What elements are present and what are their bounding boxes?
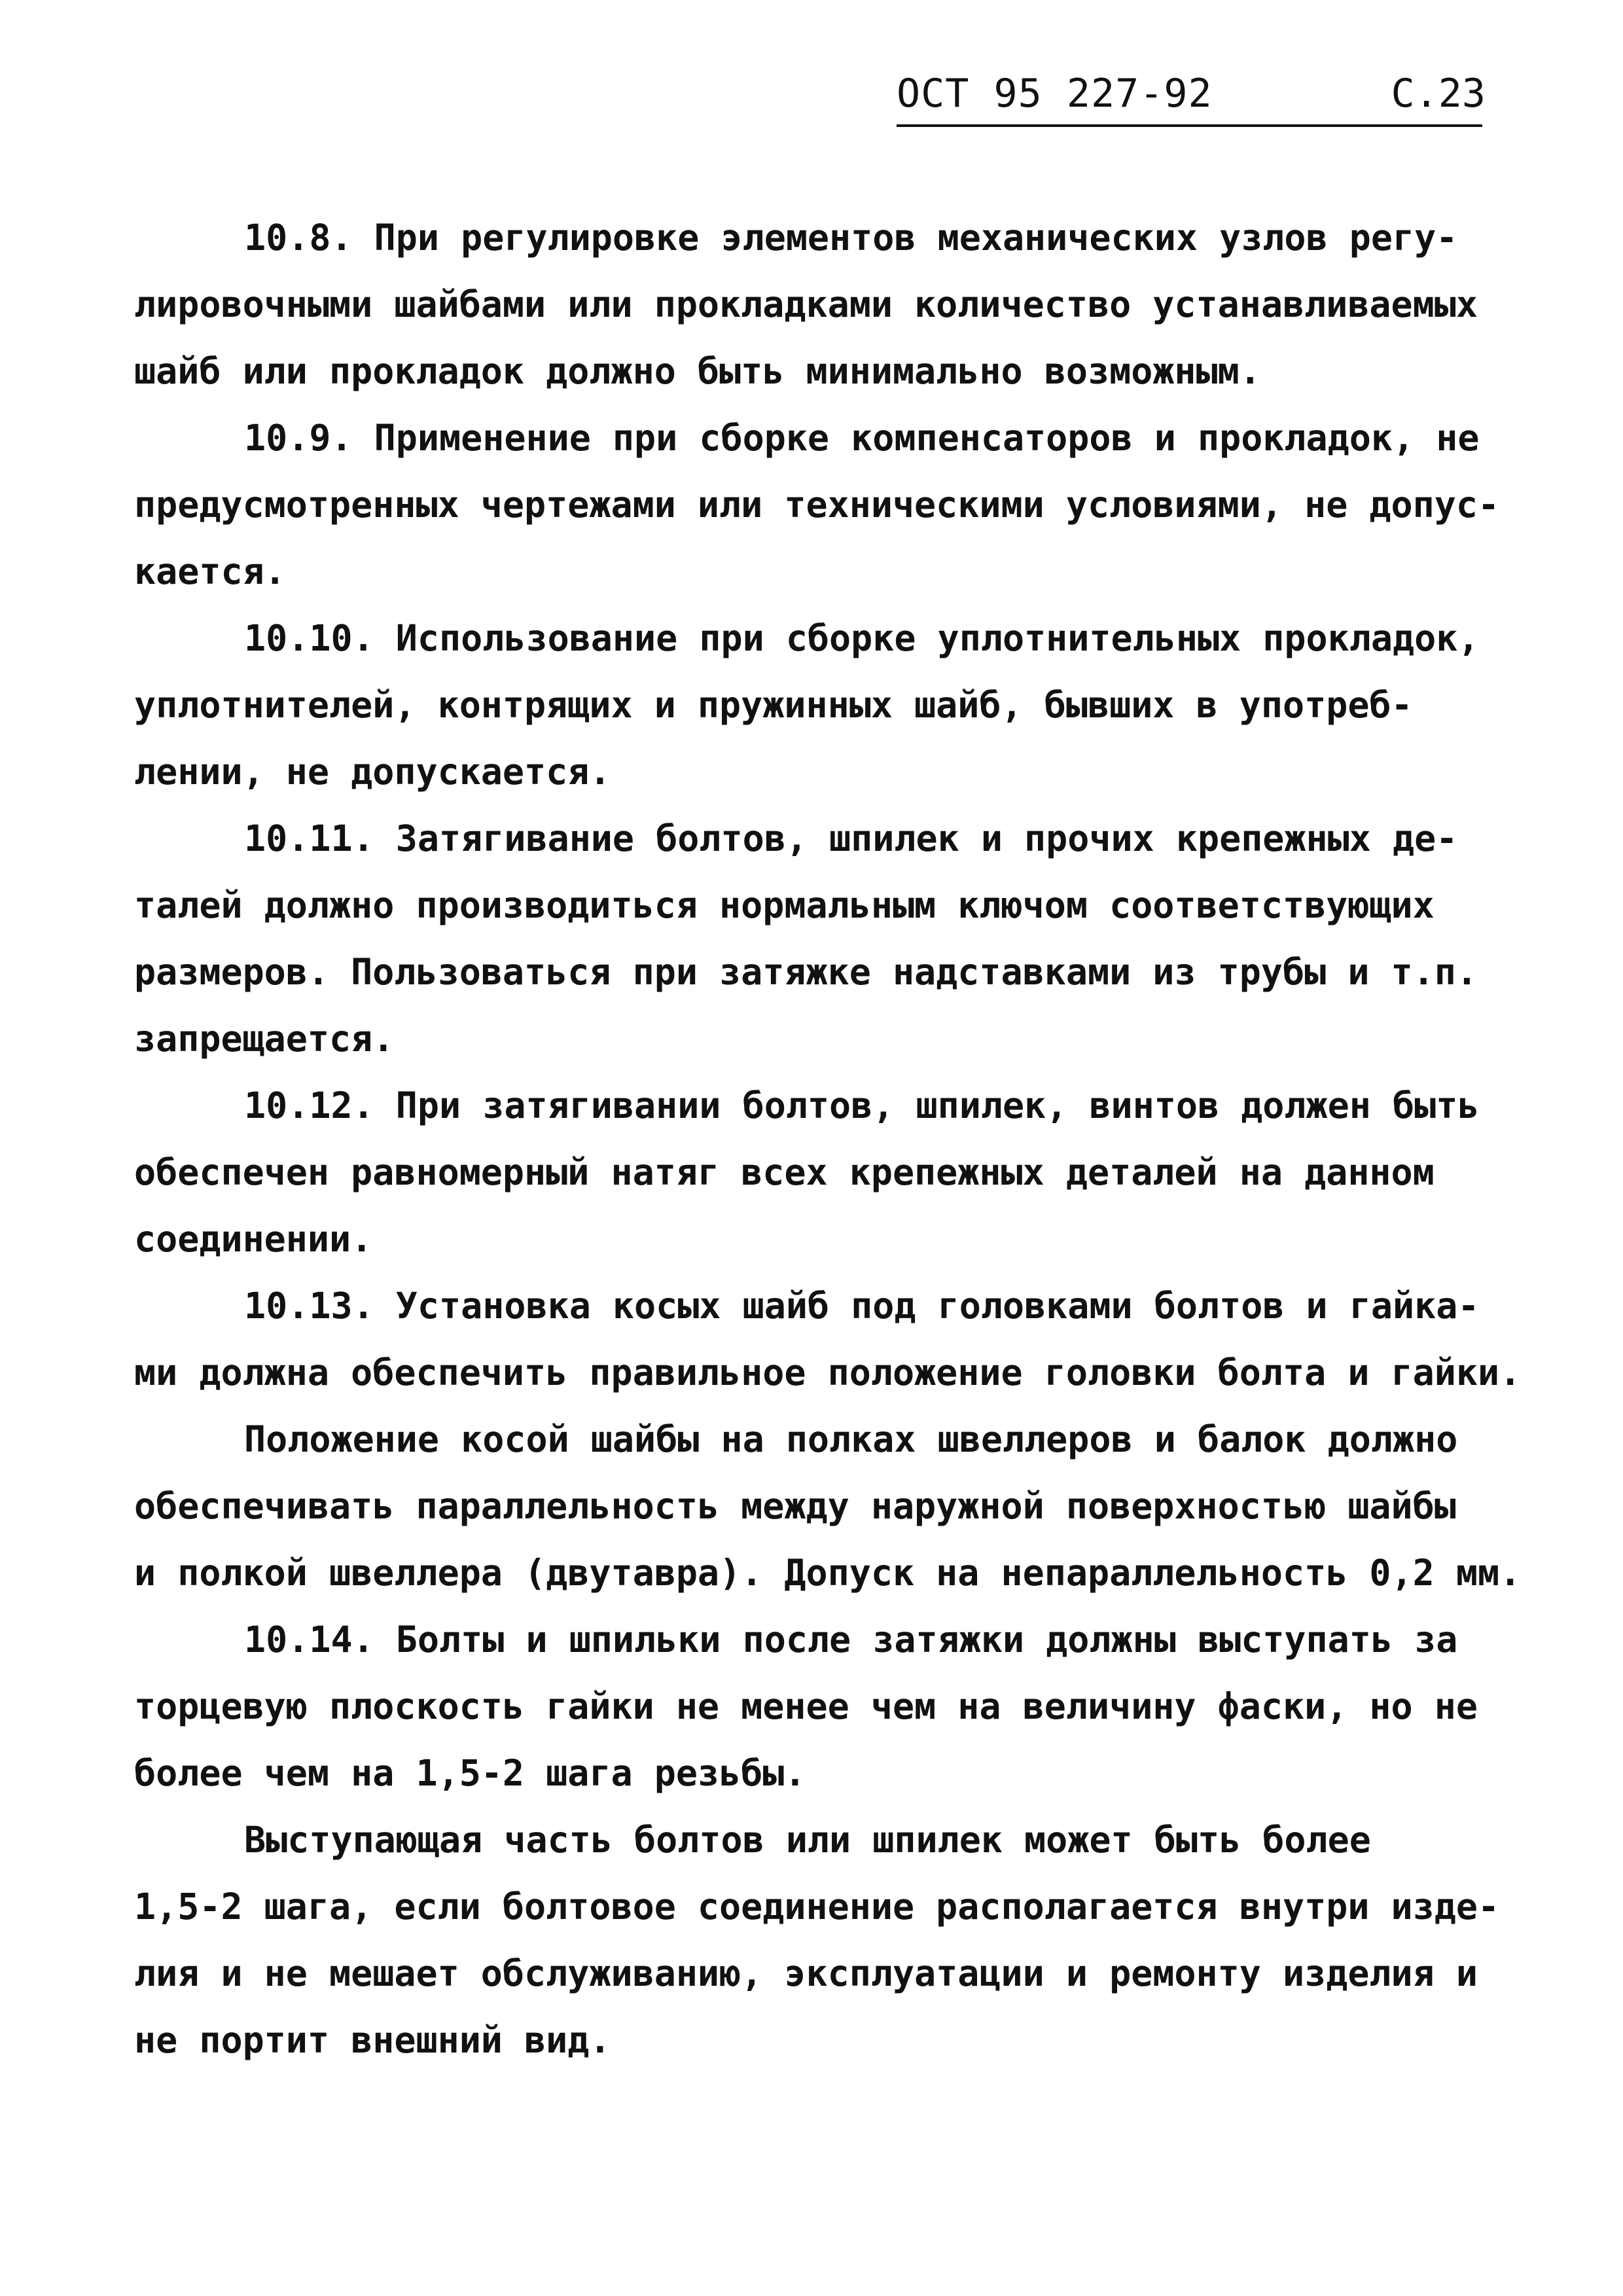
document-body [134,204,1522,2073]
text-line: 10.12. При затягивании болтов, шпилек, винтов должен быть [244,1085,1480,1126]
text-line: и полкой швеллера (двутавра). Допуск на непараллельность 0,2 мм. [134,1552,1522,1594]
text-line: ми должна обеспечить правильное положение головки болта и гайки. [134,1352,1522,1393]
header-underline [897,124,1482,127]
text-line: талей должно производиться нормальным ключом соответствующих [134,884,1435,926]
text-line: обеспечивать параллельность между наружной поверхностью шайбы [134,1485,1456,1527]
page-number: С.23 [1391,71,1486,117]
text-line: 10.14. Болты и шпильки после затяжки должны выступать за [244,1619,1458,1660]
text-line: предусмотренных чертежами или техническими условиями, не допус- [134,484,1500,526]
page-header [897,71,1486,130]
text-line: лении, не допускается. [134,751,611,793]
text-line: лия и не мешает обслуживанию, эксплуатации и ремонту изделия и [134,1952,1478,1994]
standard-code: ОСТ 95 227-92 [897,71,1213,117]
text-line: Выступающая часть болтов или шпилек может быть более [244,1819,1371,1861]
text-line: более чем на 1,5-2 шага резьбы. [134,1752,806,1794]
text-line: не портит внешний вид. [134,2019,611,2061]
text-line: Положение косой шайбы на полках швеллеров и балок должно [244,1418,1458,1460]
text-line: 10.8. При регулировке элементов механических узлов регу- [244,217,1458,259]
text-line: уплотнителей, контрящих и пружинных шайб, бывших в употреб- [134,684,1413,726]
text-line: размеров. Пользоваться при затяжке надставками из трубы и т.п. [134,951,1478,993]
text-line: 10.13. Установка косых шайб под головками болтов и гайка- [244,1285,1480,1327]
text-line: запрещается. [134,1018,395,1060]
text-line: 1,5-2 шага, если болтовое соединение располагается внутри изде- [134,1886,1500,1928]
text-line: 10.10. Использование при сборке уплотнительных прокладок, [244,617,1480,659]
text-line: кается. [134,550,286,592]
text-line: соединении. [134,1218,373,1260]
text-line: обеспечен равномерный натяг всех крепежных деталей на данном [134,1151,1435,1193]
text-line: шайб или прокладок должно быть минимально возможным. [134,350,1261,392]
text-line: 10.9. Применение при сборке компенсаторов и прокладок, не [244,417,1480,459]
text-line: лировочными шайбами или прокладками количество устанавливаемых [134,283,1478,325]
text-line: торцевую плоскость гайки не менее чем на величину фаски, но не [134,1685,1478,1727]
text-line: 10.11. Затягивание болтов, шпилек и прочих крепежных де- [244,817,1458,859]
